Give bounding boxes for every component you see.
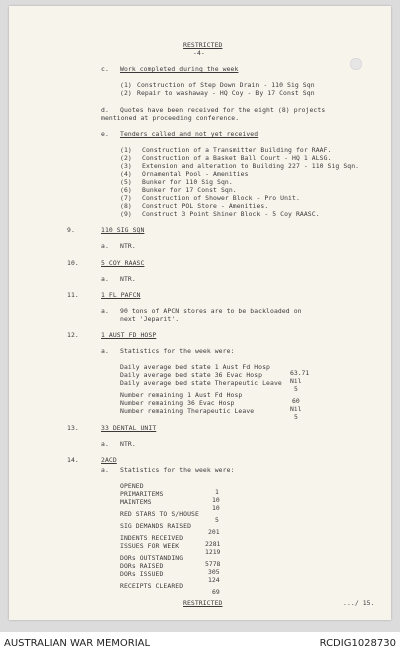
stat-value: 1219 [205,548,221,557]
list-item-number: (1) [120,81,132,89]
section-11-line: next 'Jeparit'. [120,315,180,323]
list-item: Construction of a Basket Ball Court - HQ 1 ALSG. [142,154,332,162]
section-13-title: 33 DENTAL UNIT [101,424,157,432]
stat-label: RECEIPTS CLEARED [120,582,184,590]
section-11-title: 1 FL PAFCN [101,291,141,299]
section-11-marker: a. [101,307,109,315]
stat-value: 2281 [205,540,221,549]
stat-label: INDENTS RECEIVED [120,534,184,542]
stat-label: PRIMARITEMS [120,490,164,498]
section-d-line: mentioned at proceeding conference. [101,114,240,122]
stat-label: Number remaining 36 Evac Hosp [120,399,235,407]
list-item: Construct POL Store - Amenities. [142,202,269,210]
list-item-number: (7) [120,194,132,202]
section-10-marker: a. [101,275,109,283]
stat-value: 5 [294,413,298,422]
section-14-title: 2ACD [101,456,117,464]
section-11-line: 90 tons of APCN stores are to be backloaded on [120,307,302,315]
list-item-number: (6) [120,186,132,194]
stat-value: 10 [212,496,220,505]
section-14-intro: Statistics for the week were: [120,466,235,474]
list-item-number: (2) [120,89,132,97]
list-item: Construct 3 Point Shiner Block - 5 Coy RAASC. [142,210,320,218]
list-item-number: (8) [120,202,132,210]
classification-bottom: RESTRICTED [183,599,223,607]
list-item-number: (5) [120,178,132,186]
list-item: Construction of a Transmitter Building for RAAF. [142,146,332,154]
stat-label: Daily average bed state Therapeutic Leave [120,379,282,387]
section-c-marker: c. [101,65,109,73]
stat-value: 201 [208,528,220,537]
stat-label: OPENED [120,482,144,490]
section-d-line: Quotes have been received for the eight (8) projects [120,106,326,114]
list-item: Bunker for 17 Const Sqn. [142,186,237,194]
section-c-heading: Work completed during the week [120,65,239,73]
classification-top: RESTRICTED [183,41,223,49]
list-item-number: (1) [120,146,132,154]
stat-label: RED STARS TO S/HOUSE [120,510,199,518]
stat-value: 5 [294,385,298,394]
section-10-number: 10. [67,259,79,267]
stat-value: 1 [215,488,219,497]
section-12-marker: a. [101,347,109,355]
list-item-number: (3) [120,162,132,170]
stat-value: 124 [208,576,220,585]
stat-value: 10 [212,504,220,513]
list-item: Construction of Step Down Drain - 110 Sig Sqn [137,81,315,89]
section-9-marker: a. [101,242,109,250]
archive-reference: RCDIG1028730 [319,638,396,649]
stat-label: Daily average bed state 36 Evac Hosp [120,371,263,379]
stat-value: Nil [290,377,302,386]
section-d-marker: d. [101,106,109,114]
list-item: Construction of Shower Block - Pro Unit. [142,194,300,202]
list-item: Extension and alteration to Building 227 - 110 Sig Sqn. [142,162,360,170]
section-13-marker: a. [101,440,109,448]
stat-label: DORs ISSUED [120,570,164,578]
stat-value: 5778 [205,560,221,569]
section-e-marker: e. [101,130,109,138]
section-13-number: 13. [67,424,79,432]
stat-value: 305 [208,568,220,577]
archive-footer [0,632,400,653]
stat-label: Daily average bed state 1 Aust Fd Hosp [120,363,271,371]
list-item: Ornamental Pool - Amenities [142,170,249,178]
stat-value: 63.71 [290,369,310,378]
section-12-number: 12. [67,331,79,339]
archive-name: AUSTRALIAN WAR MEMORIAL [4,638,151,649]
stat-label: Number remaining Therapeutic Leave [120,407,255,415]
stat-label: DORs RAISED [120,562,164,570]
list-item: Repair to washaway - HQ Coy - By 17 Const Sqn [137,89,315,97]
section-9-text: NTR. [120,242,136,250]
section-12-title: 1 AUST FD HOSP [101,331,157,339]
list-item-number: (2) [120,154,132,162]
stat-value: 60 [292,397,300,406]
list-item: Bunker for 110 Sig Sqn. [142,178,233,186]
section-9-title: 110 SIG SQN [101,226,145,234]
section-13-text: NTR. [120,440,136,448]
stat-value: 69 [212,588,220,597]
stat-label: SIG DEMANDS RAISED [120,522,192,530]
stat-value: 5 [215,516,219,525]
section-14-number: 14. [67,456,79,464]
section-11-number: 11. [67,291,79,299]
list-item-number: (9) [120,210,132,218]
stat-label: ISSUES FOR WEEK [120,542,180,550]
section-10-title: 5 COY RAASC [101,259,145,267]
stat-label: Number remaining 1 Aust Fd Hosp [120,391,243,399]
stat-label: DORs OUTSTANDING [120,554,184,562]
stat-label: MAINTEMS [120,498,152,506]
section-e-heading: Tenders called and not yet received [120,130,259,138]
section-12-intro: Statistics for the week were: [120,347,235,355]
continuation-marker: .../ 15. [343,599,375,607]
stat-value: Nil [290,405,302,414]
section-14-marker: a. [101,466,109,474]
section-10-text: NTR. [120,275,136,283]
list-item-number: (4) [120,170,132,178]
punch-hole [350,58,362,70]
section-9-number: 9. [67,226,75,234]
page-number: -4- [193,49,205,57]
